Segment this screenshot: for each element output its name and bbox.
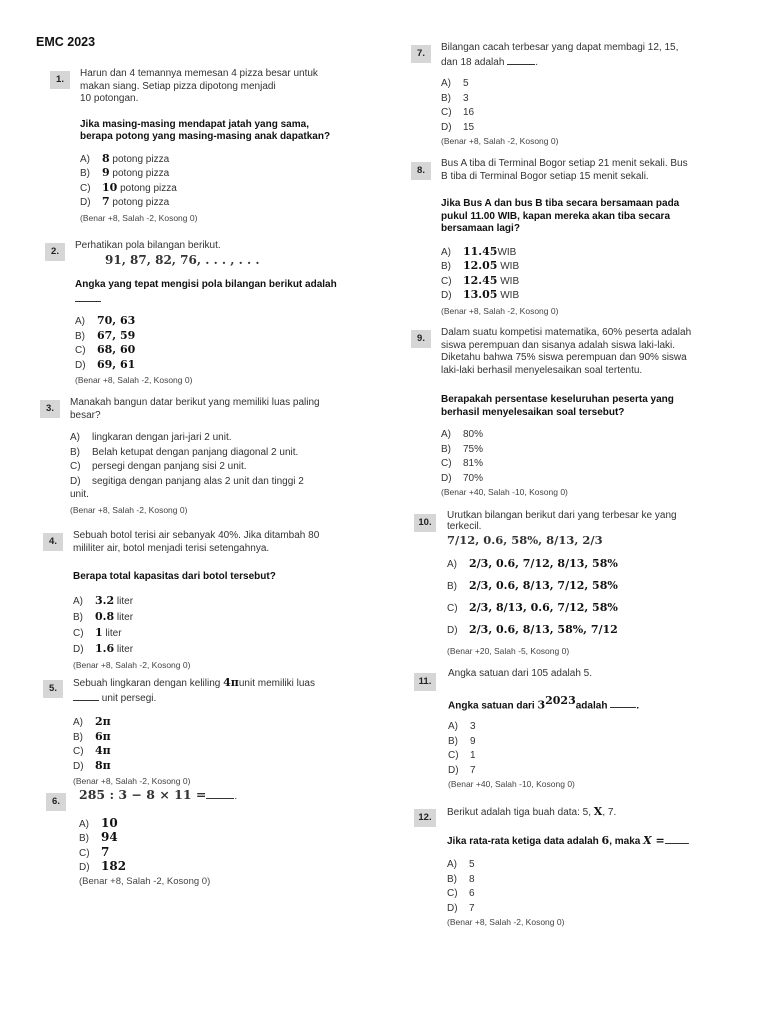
question-text: Manakah bangun datar berikut yang memiliki luas paling besar? [70,397,320,421]
option-c[interactable]: C) 81% [441,458,484,469]
option-a[interactable]: A) 5 [441,78,469,89]
question-text: Sebuah lingkaran dengan keliling 4πunit memiliki luas unit persegi. [73,676,315,704]
option-b[interactable]: B) 9 potong pizza [80,166,170,179]
option-b[interactable]: B) 2/3, 0.6, 8/13, 7/12, 58% [447,578,618,592]
option-b[interactable]: B) 75% [441,443,484,455]
option-c[interactable]: C) persegi dengan panjang sisi 2 unit. [70,461,247,472]
option-c[interactable]: C) 2/3, 8/13, 0.6, 7/12, 58% [447,600,618,614]
question-number: 7. [411,45,431,63]
option-b[interactable]: B) 12.05 WIB [441,259,520,272]
question-number: 8. [411,162,431,180]
number-list: 7/12, 0.6, 58%, 8/13, 2/3 [447,533,603,547]
option-c[interactable]: C) 1 liter [73,625,122,639]
question-number: 6. [46,793,66,811]
scoring-note: (Benar +20, Salah -5, Kosong 0) [447,645,570,656]
option-d[interactable]: D) 13.05 WIB [441,288,520,301]
scoring-note: (Benar +8, Salah -2, Kosong 0) [80,212,198,223]
option-a[interactable]: A) 3.2 liter [73,593,134,607]
option-b[interactable]: B) 94 [79,830,118,844]
question-expression: 285 : 3 − 8 × 11 = . [79,787,238,802]
question-number: 11. [414,673,436,691]
question-prompt: Berapa total kapasitas dari botol tersebut? [73,571,276,582]
question-number: 1. [50,71,70,89]
question-text: Sebuah botol terisi air sebanyak 40%. Jika ditambah 80 mililiter air, botol menjadi terisi setengahnya. [73,530,320,554]
option-d[interactable]: D) 8π [73,758,111,772]
option-a[interactable]: A) 8 potong pizza [80,151,170,165]
scoring-note: (Benar +8, Salah -2, Kosong 0) [441,305,559,316]
option-c[interactable]: C) 16 [441,107,475,118]
scoring-note: (Benar +8, Salah -2, Kosong 0) [70,504,188,515]
option-a[interactable]: A) 11.45WIB [441,244,517,258]
page-header: EMC 2023 [36,35,96,49]
question-text: Bilangan cacah terbesar yang dapat membagi 12, 15, dan 18 adalah . [441,42,679,68]
question-text: Dalam suatu kompetisi matematika, 60% peserta adalah siswa perempuan dan sisanya adalah siswa laki-laki. Diketahu bahwa 75% siswa perempuan dan 90% siswa laki-laki berhasil menyelesaikan soal tertentu. [441,327,692,376]
option-a[interactable]: A) 2π [73,715,111,728]
scoring-note: (Benar +40, Salah -10, Kosong 0) [448,779,575,790]
question-number: 10. [414,514,436,532]
question-prompt: Jika rata-rata ketiga data adalah 6, maka X = [447,834,747,849]
question-number: 4. [43,533,63,551]
option-b[interactable]: B) Belah ketupat dengan panjang diagonal 2 unit. [70,446,299,458]
answer-blank [75,292,101,302]
scoring-note: (Benar +8, Salah -2, Kosong 0) [73,659,191,670]
scoring-note: (Benar +8, Salah -2, Kosong 0) [447,917,565,927]
option-a[interactable]: A) 70, 63 [75,314,136,327]
option-a[interactable]: A) 2/3, 0.6, 7/12, 8/13, 58% [447,556,618,570]
option-b[interactable]: B) 8 [447,873,475,885]
option-c[interactable]: C) 7 [79,844,110,859]
option-b[interactable]: B) 6π [73,729,111,743]
option-d[interactable]: D) 182 [79,859,127,873]
question-prompt: Angka satuan dari $3^{2023}adalah$ . [448,693,639,711]
option-c[interactable]: C) 10 potong pizza [80,180,177,194]
option-d[interactable]: D) 1.6 liter [73,641,134,655]
option-a[interactable]: A) 3 [448,721,476,733]
option-d[interactable]: D) 2/3, 0.6, 8/13, 58%, 7/12 [447,622,618,636]
question-prompt: Berapakah persentase keseluruhan peserta yang berhasil menyelesaikan soal tersebut? [441,394,674,418]
option-c[interactable]: C) 68, 60 [75,343,136,356]
option-b[interactable]: B) 67, 59 [75,328,136,342]
question-number: 3. [40,400,60,418]
question-number: 5. [43,680,63,698]
option-a[interactable]: A) 10 [79,815,118,830]
question-prompt: Angka yang tepat mengisi pola bilangan berikut adalah [75,279,375,306]
scoring-note: (Benar +40, Salah -10, Kosong 0) [441,487,568,497]
question-prompt: Jika Bus A dan bus B tiba secara bersamaan pada pukul 11.00 WIB, kapan mereka akan tiba secara bersamaan lagi? [441,198,680,234]
option-a[interactable]: A) 80% [441,429,484,440]
option-c[interactable]: C) 4π [73,744,111,757]
question-text: Bus A tiba di Terminal Bogor setiap 21 menit sekali. Bus B tiba di Terminal Bogor setiap 15 menit sekali. [441,158,688,182]
option-b[interactable]: B) 3 [441,92,469,104]
option-d[interactable]: D) 70% [441,472,484,484]
question-text: Perhatikan pola bilangan berikut. [75,240,221,251]
question-number: 2. [45,243,65,261]
option-b[interactable]: B) 9 [448,735,476,747]
scoring-note: (Benar +8, Salah -2, Kosong 0) [79,875,211,887]
option-c[interactable]: C) 12.45 WIB [441,273,520,287]
answer-blank [73,691,99,701]
scoring-note: (Benar +8, Salah -2, Kosong 0) [75,375,193,385]
scoring-note: (Benar +8, Salah -2, Kosong 0) [441,136,559,146]
question-number: 9. [411,330,431,348]
option-d[interactable]: D) 7 potong pizza [80,195,170,208]
option-d-continuation: unit. [70,489,89,500]
question-text: Berikut adalah tiga buah data: 5, X, 7. [447,805,617,818]
option-a[interactable]: A) lingkaran dengan jari-jari 2 unit. [70,432,232,443]
option-b[interactable]: B) 0.8 liter [73,609,134,623]
option-c[interactable]: C) 1 [448,750,476,762]
question-text: Angka satuan dari 105 adalah 5. [448,668,592,679]
scoring-note: (Benar +8, Salah -2, Kosong 0) [73,776,191,786]
option-d[interactable]: D) 69, 61 [75,357,136,371]
option-d[interactable]: D) 15 [441,121,475,133]
option-a[interactable]: A) 5 [447,859,475,870]
option-d[interactable]: D) segitiga dengan panjang alas 2 unit dan tinggi 2 [70,475,304,487]
question-number: 12. [414,809,436,827]
number-sequence: 91, 87, 82, 76, . . . , . . . [105,252,260,267]
option-d[interactable]: D) 7 [447,902,475,914]
option-c[interactable]: C) 6 [447,888,475,899]
option-d[interactable]: D) 7 [448,764,476,776]
question-text: Harun dan 4 temannya memesan 4 pizza besar untuk makan siang. Setiap pizza dipotong menjadi 10 potongan. [80,68,318,104]
question-text: Urutkan bilangan berikut dari yang terbesar ke yang terkecil. [447,510,677,532]
question-prompt: Jika masing-masing mendapat jatah yang sama, berapa potong yang masing-masing anak dapatkan? [80,118,331,142]
